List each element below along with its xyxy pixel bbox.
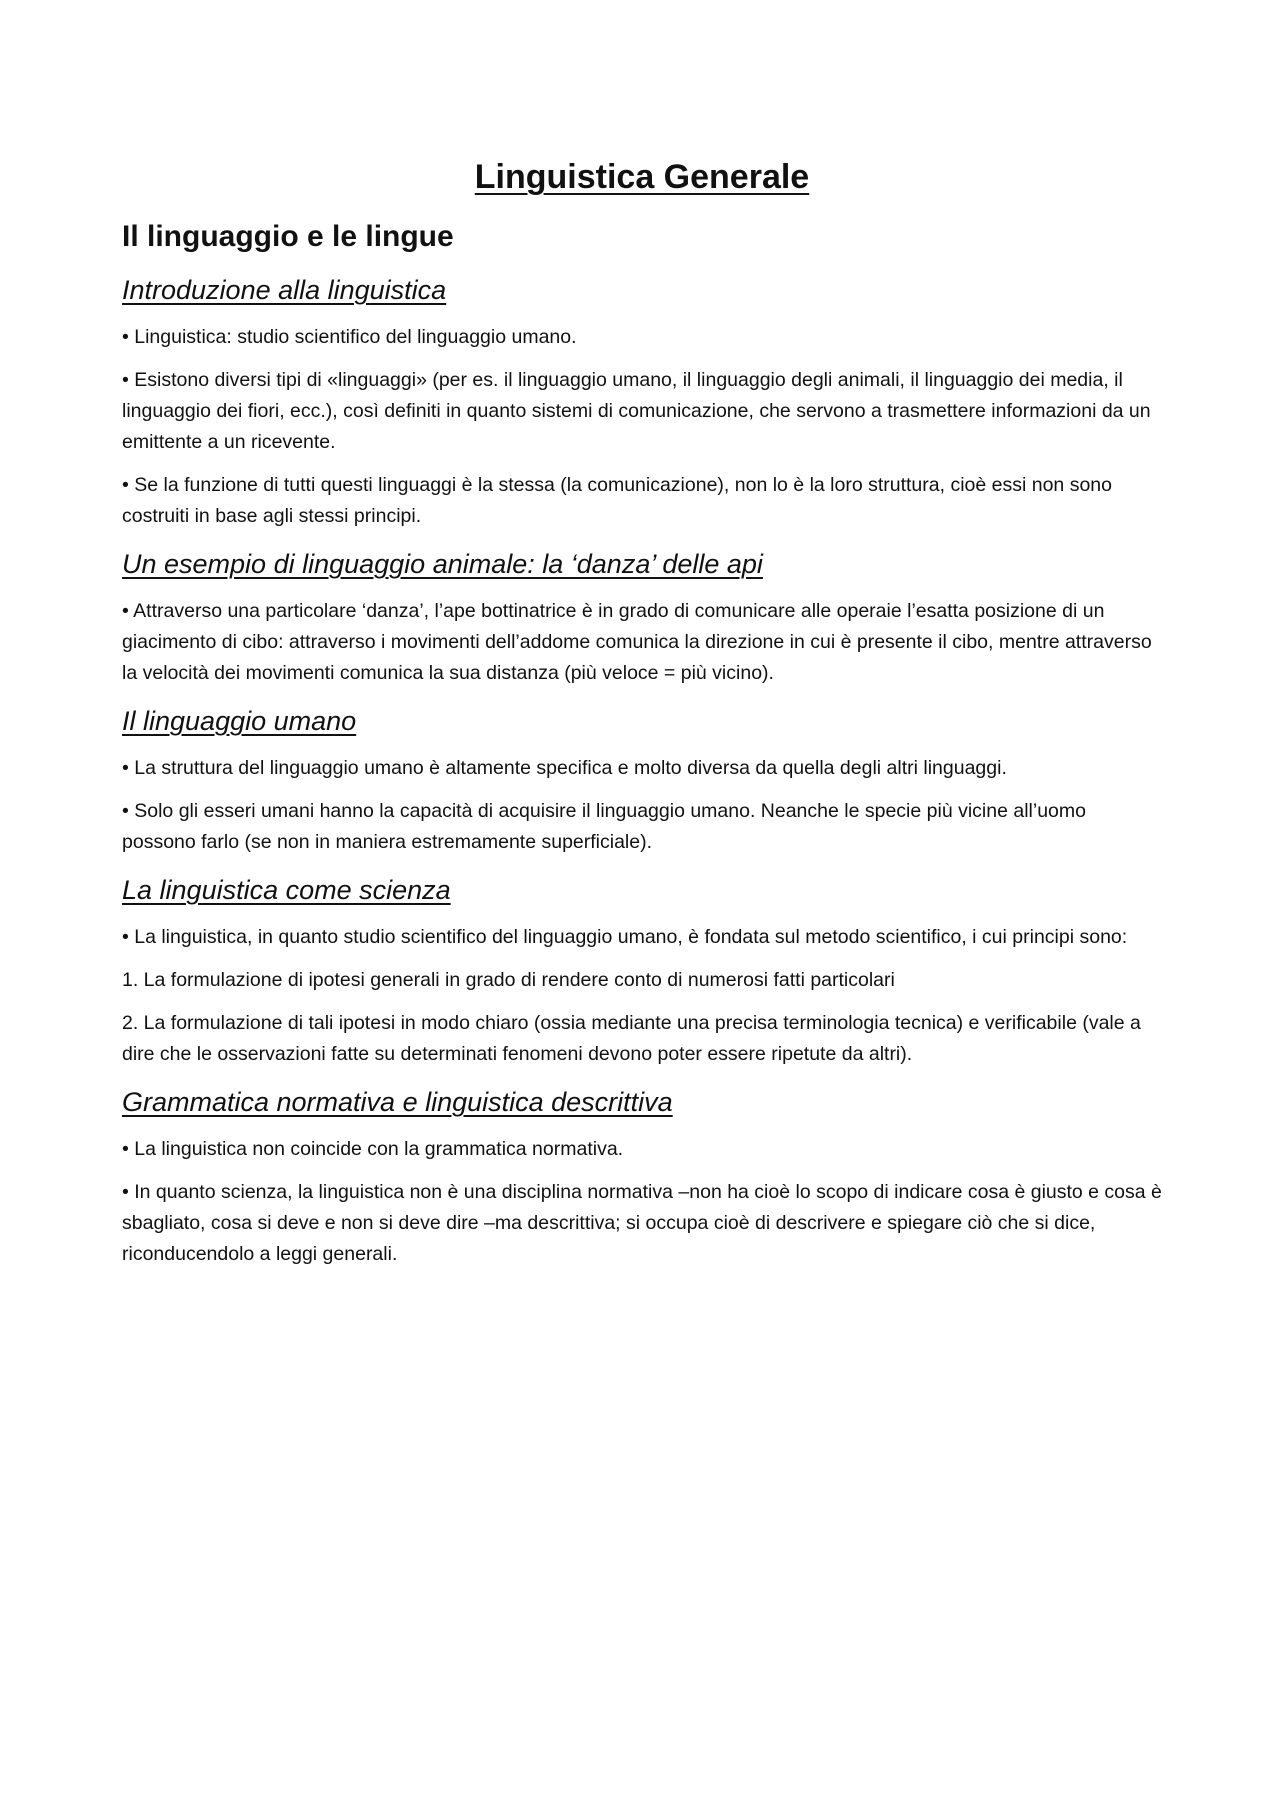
paragraph: 1. La formulazione di ipotesi generali in grado di rendere conto di numerosi fatti particolari: [122, 969, 895, 991]
paragraph: • In quanto scienza, la linguistica non è una disciplina normativa –non ha cioè lo scopo di indicare cosa è giusto e cosa è sbagliato, cosa si deve e non si deve dire –ma descrittiva; si occupa cioè di descrivere e spiegare ciò che si dice, riconducendolo a leggi generali.: [122, 1181, 1162, 1265]
section-linguistica-scienza: [122, 872, 1162, 1070]
document-content: [122, 154, 1162, 1282]
paragraph: • La linguistica, in quanto studio scientifico del linguaggio umano, è fondata sul metodo scientifico, i cui principi sono:: [122, 926, 1128, 948]
section-title: Il linguaggio umano: [122, 706, 357, 736]
section-title: Grammatica normativa e linguistica descrittiva: [122, 1087, 673, 1117]
paragraph: 2. La formulazione di tali ipotesi in modo chiaro (ossia mediante una precisa terminologia tecnica) e verificabile (vale a dire che le osservazioni fatte su determinati fenomeni devono poter essere ripetute da altri).: [122, 1012, 1141, 1065]
paragraph: • Se la funzione di tutti questi linguaggi è la stessa (la comunicazione), non lo è la loro struttura, cioè essi non sono costruiti in base agli stessi principi.: [122, 474, 1112, 527]
chapter-title: Il linguaggio e le lingue: [122, 220, 454, 253]
document-title: Linguistica Generale: [474, 158, 810, 196]
section-title: Un esempio di linguaggio animale: la ‘danza’ delle api: [122, 549, 763, 579]
paragraph: • La struttura del linguaggio umano è altamente specifica e molto diversa da quella degli altri linguaggi.: [122, 757, 1007, 779]
paragraph: • Esistono diversi tipi di «linguaggi» (per es. il linguaggio umano, il linguaggio degli animali, il linguaggio dei media, il linguaggio dei fiori, ecc.), così definiti in quanto sistemi di comunicazione, che servono a trasmettere informazioni da un emittente a un ricevente.: [122, 369, 1151, 453]
paragraph: • Solo gli esseri umani hanno la capacità di acquisire il linguaggio umano. Neanche le specie più vicine all’uomo possono farlo (se non in maniera estremamente superficiale).: [122, 800, 1086, 853]
section-title: La linguistica come scienza: [122, 875, 451, 905]
section-title: Introduzione alla linguistica: [122, 275, 447, 305]
paragraph: • La linguistica non coincide con la grammatica normativa.: [122, 1138, 624, 1160]
section-grammatica-normativa: [122, 1084, 1162, 1270]
section-introduzione: [122, 272, 1162, 532]
paragraph: • Attraverso una particolare ‘danza’, l’ape bottinatrice è in grado di comunicare alle operaie l’esatta posizione di un giacimento di cibo: attraverso i movimenti dell’addome comunica la direzione in cui è presente il cibo, mentre attraverso la velocità dei movimenti comunica la sua distanza (più veloce = più vicino).: [122, 600, 1152, 684]
section-linguaggio-umano: [122, 703, 1162, 858]
paragraph: • Linguistica: studio scientifico del linguaggio umano.: [122, 326, 577, 348]
section-danza-api: [122, 546, 1162, 689]
